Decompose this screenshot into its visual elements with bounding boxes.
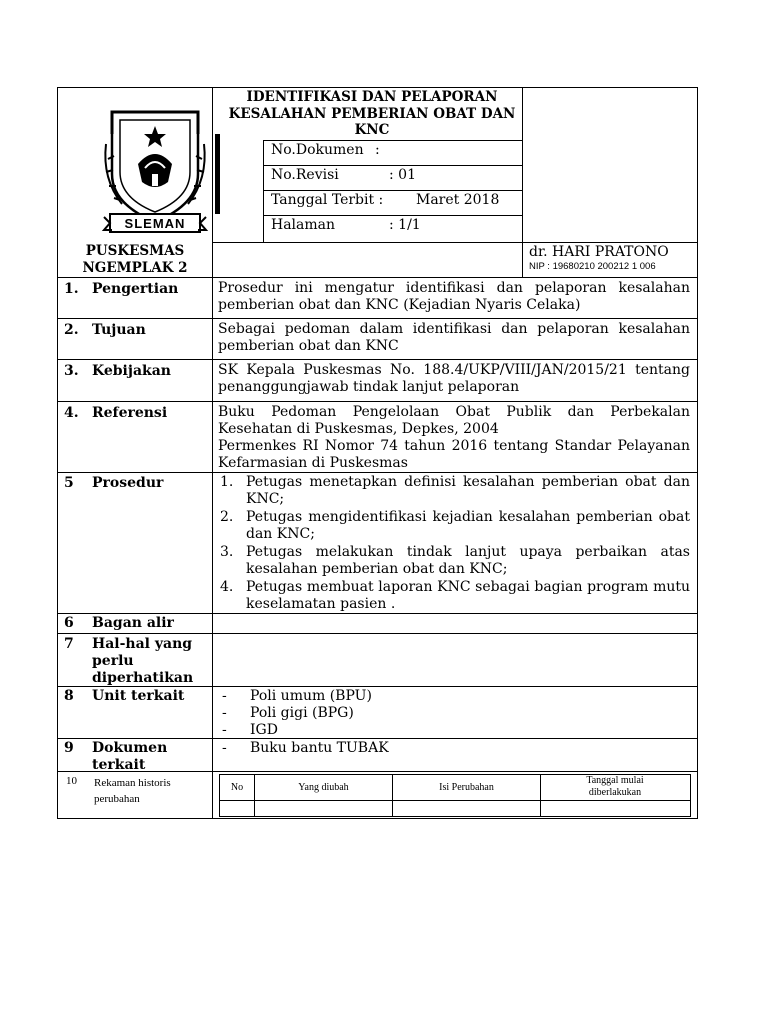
tujuan-text: Sebagai pedoman dalam identifikasi dan pelaporan kesalahan pemberian obat dan KNC <box>218 321 690 354</box>
section-num-9: 9 <box>64 740 74 756</box>
section-label-kebijakan: Kebijakan <box>92 363 171 379</box>
referensi-text-1: Buku Pedoman Pengelolaan Obat Publik dan Perbekalan Kesehatan di Puskesmas, Depkes, 2004 <box>218 404 690 437</box>
unit-terkait-list <box>222 688 682 739</box>
section-label-pengertian: Pengertian <box>92 281 179 297</box>
section-label-prosedur: Prosedur <box>92 475 164 491</box>
document-title <box>222 89 522 139</box>
section-label-bagan-alir: Bagan alir <box>92 615 174 631</box>
list-item: - Poli umum (BPU) <box>222 688 372 704</box>
prosedur-step: 3. Petugas melakukan tindak lanjut upaya perbaikan atas kesalahan pemberian obat dan KNC; <box>220 544 690 577</box>
column-header-yang-diubah: Yang diubah <box>298 782 349 793</box>
prosedur-steps <box>220 474 690 614</box>
title-line-3: KNC <box>354 122 390 138</box>
no-revisi-label: No.Revisi <box>271 167 339 183</box>
section-label-rekaman: Rekaman historis perubahan <box>94 777 171 805</box>
prosedur-step: 2. Petugas mengidentifikasi kejadian kesalahan pemberian obat dan KNC; <box>220 509 690 542</box>
section-num-4: 4. <box>64 405 79 421</box>
section-num-3: 3. <box>64 363 79 379</box>
title-line-1: IDENTIFIKASI DAN PELAPORAN <box>246 89 498 105</box>
no-dokumen-sep: : <box>375 142 380 158</box>
halaman-value: : 1/1 <box>389 217 421 233</box>
prosedur-step: 4. Petugas membuat laporan KNC sebagai bagian program mutu keselamatan pasien . <box>220 579 690 612</box>
pengertian-text: Prosedur ini mengatur identifikasi dan pelaporan kesalahan pemberian obat dan KNC (Kejadian Nyaris Celaka) <box>218 280 690 313</box>
kebijakan-text: SK Kepala Puskesmas No. 188.4/UKP/VIII/JAN/2015/21 tentang penanggungjawab tindak lanjut pelaporan <box>218 362 690 395</box>
prosedur-step: 1. Petugas menetapkan definisi kesalahan pemberian obat dan KNC; <box>220 474 690 507</box>
section-label-referensi: Referensi <box>92 405 168 421</box>
no-revisi-value: : 01 <box>389 167 416 183</box>
section-num-1: 1. <box>64 281 79 297</box>
column-header-tanggal: Tanggal mulai diberlakukan <box>586 775 644 798</box>
tanggal-terbit-label: Tanggal Terbit : <box>271 192 384 208</box>
signer-nip: NIP : 19680210 200212 1 006 <box>529 261 656 272</box>
dokumen-terkait-list <box>222 740 682 757</box>
section-num-5: 5 <box>64 475 74 491</box>
referensi-text-2: Permenkes RI Nomor 74 tahun 2016 tentang Standar Pelayanan Kefarmasian di Puskesmas <box>218 438 690 471</box>
section-label-unit-terkait: Unit terkait <box>92 688 185 704</box>
tanggal-terbit-value: Maret 2018 <box>416 192 500 208</box>
section-label-tujuan: Tujuan <box>92 322 146 338</box>
section-num-6: 6 <box>64 615 74 631</box>
title-line-2: KESALAHAN PEMBERIAN OBAT DAN <box>228 105 516 122</box>
column-header-isi-perubahan: Isi Perubahan <box>439 782 494 793</box>
puskesmas-name: PUSKESMAS NGEMPLAK 2 <box>82 243 188 276</box>
no-dokumen-label: No.Dokumen <box>271 142 364 158</box>
list-item: - IGD <box>222 722 278 738</box>
section-num-7: 7 <box>64 636 74 652</box>
section-num-8: 8 <box>64 688 74 704</box>
signer-name: dr. HARI PRATONO <box>529 244 669 260</box>
list-item: - Poli gigi (BPG) <box>222 705 354 721</box>
section-label-dokumen-terkait: Dokumen terkait <box>92 740 168 773</box>
column-header-no: No <box>230 782 244 793</box>
section-num-2: 2. <box>64 322 79 338</box>
logo-text: SLEMAN <box>124 216 186 231</box>
halaman-label: Halaman <box>271 217 336 233</box>
section-num-10: 10 <box>66 775 77 787</box>
section-label-hal-hal: Hal-hal yang perlu diperhatikan <box>92 636 194 686</box>
list-item: - Buku bantu TUBAK <box>222 740 389 756</box>
sleman-logo <box>100 104 222 239</box>
